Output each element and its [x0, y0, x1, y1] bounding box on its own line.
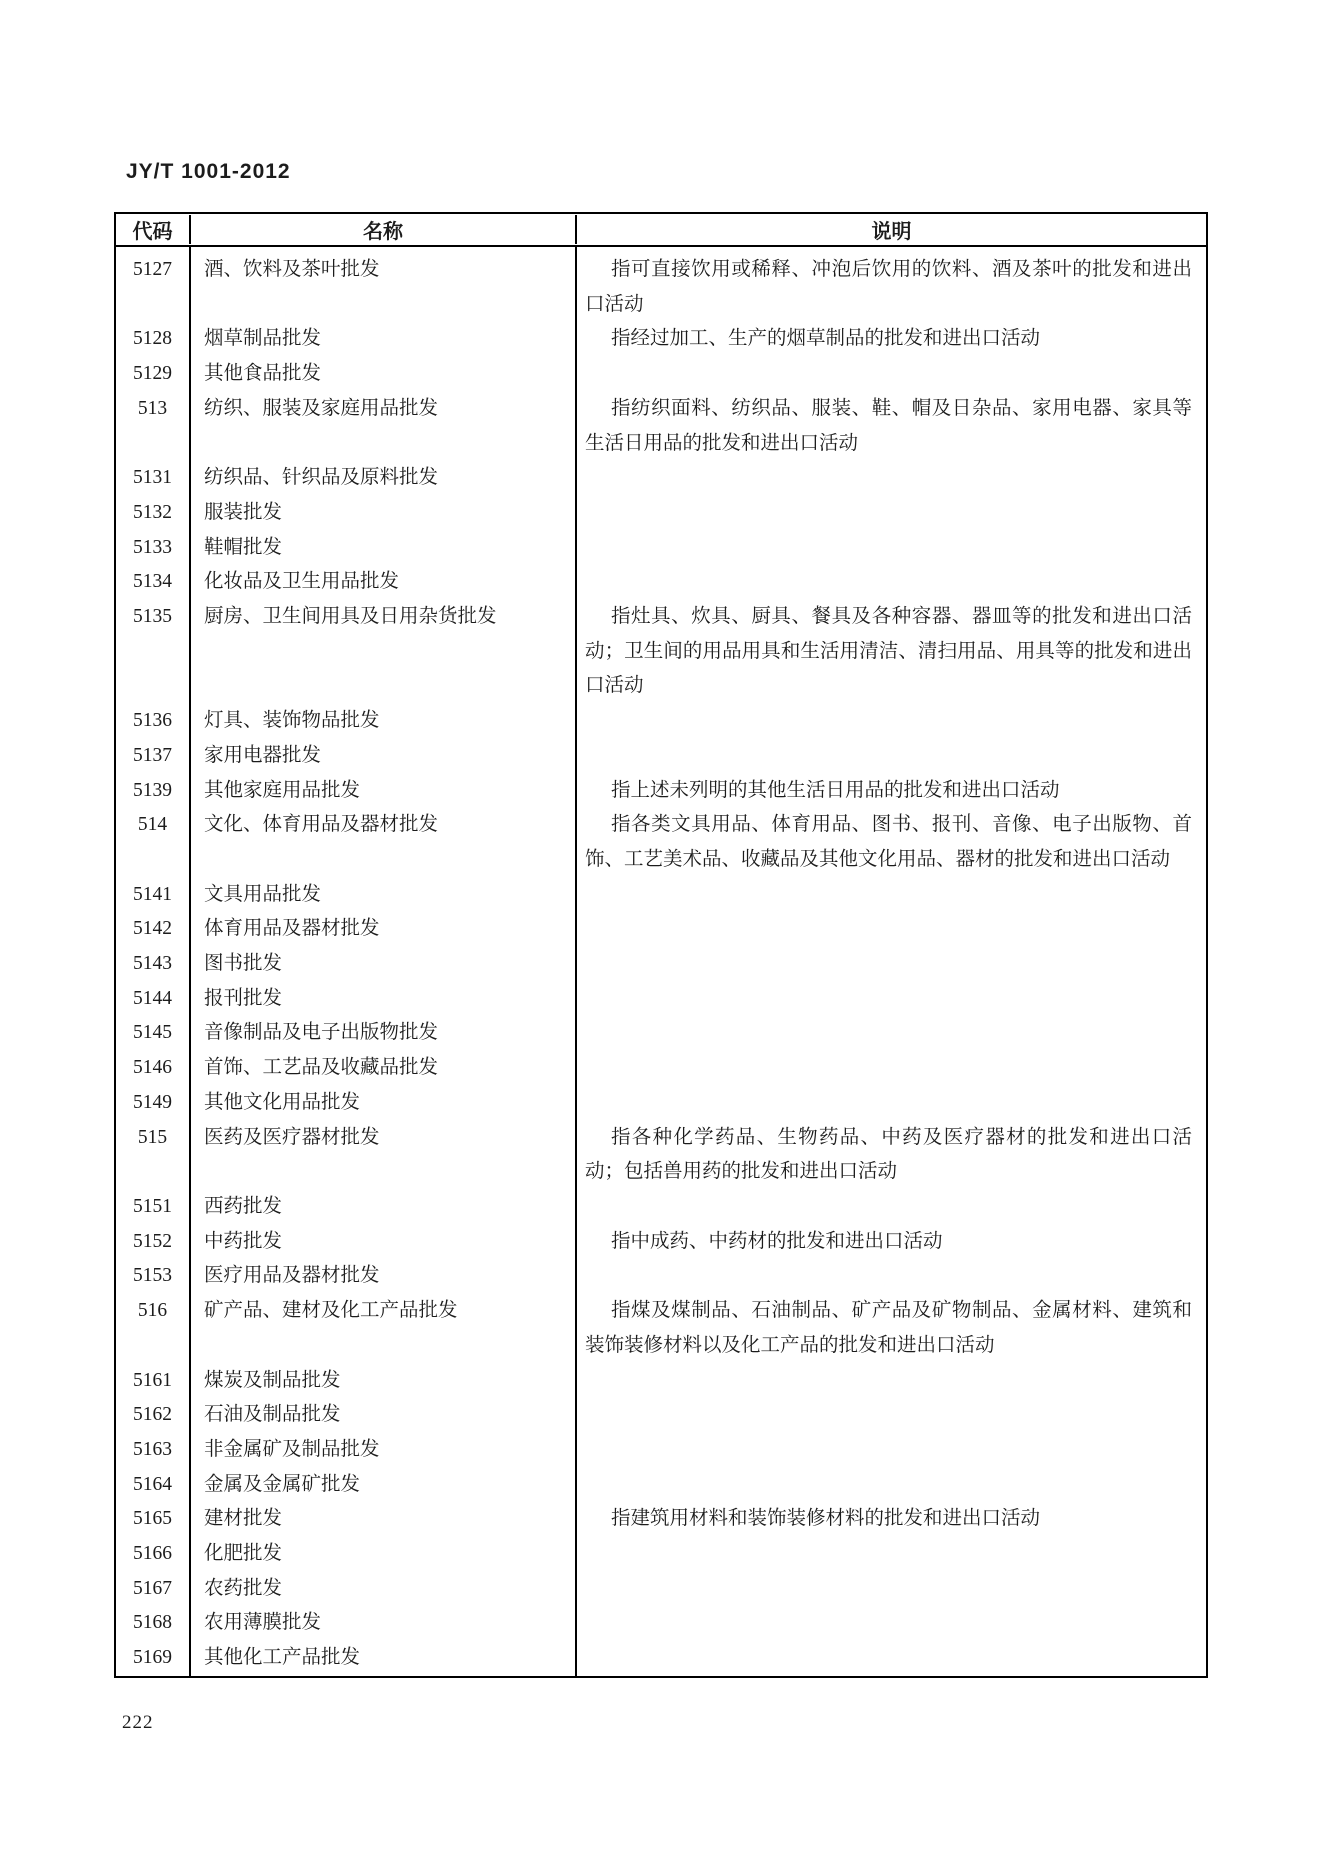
table-row	[116, 1016, 1206, 1051]
code-cell: 5145	[133, 1022, 172, 1044]
description-cell	[575, 1572, 1206, 1607]
code-cell: 5128	[133, 328, 172, 350]
table-row	[116, 1051, 1206, 1086]
code-cell: 5166	[133, 1543, 172, 1565]
name-cell: 体育用品及器材批发	[189, 912, 575, 947]
name-cell: 其他化工产品批发	[189, 1641, 575, 1676]
name-cell: 矿产品、建材及化工产品批发	[189, 1294, 575, 1363]
table-row	[116, 247, 1206, 322]
description-cell	[575, 531, 1206, 566]
description-cell: 指各种化学药品、生物药品、中药及医疗器材的批发和进出口活动；包括兽用药的批发和进出口活动	[575, 1121, 1206, 1190]
name-cell: 酒、饮料及茶叶批发	[189, 247, 575, 322]
name-cell: 农用薄膜批发	[189, 1606, 575, 1641]
code-cell: 515	[137, 1126, 168, 1148]
table-row	[116, 1225, 1206, 1260]
table-row	[116, 357, 1206, 392]
description-cell	[575, 461, 1206, 496]
table-row	[116, 1572, 1206, 1607]
code-cell: 514	[137, 814, 168, 836]
code-cell: 5152	[133, 1230, 172, 1252]
name-cell: 灯具、装饰物品批发	[189, 704, 575, 739]
name-cell: 中药批发	[189, 1225, 575, 1260]
name-cell: 医疗用品及器材批发	[189, 1259, 575, 1294]
header-code: 代码	[132, 221, 173, 243]
table-row	[116, 531, 1206, 566]
code-cell: 5129	[133, 363, 172, 385]
code-cell: 5137	[133, 744, 172, 766]
name-cell: 纺织品、针织品及原料批发	[189, 461, 575, 496]
description-cell	[575, 1606, 1206, 1641]
table-row	[116, 1433, 1206, 1468]
name-cell: 家用电器批发	[189, 739, 575, 774]
code-cell: 5132	[133, 501, 172, 523]
code-cell: 5134	[133, 571, 172, 593]
table-row	[116, 739, 1206, 774]
page-number: 222	[122, 1712, 154, 1733]
description-cell: 指煤及煤制品、石油制品、矿产品及矿物制品、金属材料、建筑和装饰装修材料以及化工产品的批发和进出口活动	[575, 1294, 1206, 1363]
table-row	[116, 1537, 1206, 1572]
code-cell: 5142	[133, 918, 172, 940]
description-cell	[575, 739, 1206, 774]
table-row	[116, 1468, 1206, 1503]
table-row	[116, 322, 1206, 357]
name-cell: 西药批发	[189, 1190, 575, 1225]
name-cell: 其他家庭用品批发	[189, 774, 575, 809]
name-cell: 农药批发	[189, 1572, 575, 1607]
code-cell: 5164	[133, 1473, 172, 1495]
description-cell	[575, 982, 1206, 1017]
description-cell: 指建筑用材料和装饰装修材料的批发和进出口活动	[575, 1502, 1206, 1537]
code-cell: 5165	[133, 1508, 172, 1530]
description-cell	[575, 1051, 1206, 1086]
table-row	[116, 1364, 1206, 1399]
table-row	[116, 878, 1206, 913]
code-cell: 5133	[133, 536, 172, 558]
name-cell: 其他食品批发	[189, 357, 575, 392]
name-cell: 建材批发	[189, 1502, 575, 1537]
code-cell: 5169	[133, 1647, 172, 1669]
table-row	[116, 1294, 1206, 1363]
code-cell: 5143	[133, 953, 172, 975]
name-cell: 图书批发	[189, 947, 575, 982]
name-cell: 金属及金属矿批发	[189, 1468, 575, 1503]
code-cell: 5168	[133, 1612, 172, 1634]
header-description: 说明	[575, 215, 1206, 244]
description-cell: 指各类文具用品、体育用品、图书、报刊、音像、电子出版物、首饰、工艺美术品、收藏品及其他文化用品、器材的批发和进出口活动	[575, 808, 1206, 877]
table-row	[116, 808, 1206, 877]
code-cell: 5149	[133, 1091, 172, 1113]
table-header-row	[116, 214, 1206, 247]
table-row	[116, 704, 1206, 739]
code-cell: 5127	[133, 259, 172, 280]
table-row	[116, 1606, 1206, 1641]
code-cell: 5167	[133, 1577, 172, 1599]
table-row	[116, 774, 1206, 809]
name-cell: 厨房、卫生间用具及日用杂货批发	[189, 600, 575, 704]
name-cell: 首饰、工艺品及收藏品批发	[189, 1051, 575, 1086]
table-row	[116, 496, 1206, 531]
code-cell: 5161	[133, 1369, 172, 1391]
name-cell: 石油及制品批发	[189, 1398, 575, 1433]
code-cell: 5141	[133, 883, 172, 905]
description-cell	[575, 565, 1206, 600]
description-cell	[575, 912, 1206, 947]
name-cell: 医药及医疗器材批发	[189, 1121, 575, 1190]
description-cell	[575, 1190, 1206, 1225]
table-row	[116, 1398, 1206, 1433]
table-row	[116, 1502, 1206, 1537]
table-row	[116, 947, 1206, 982]
name-cell: 烟草制品批发	[189, 322, 575, 357]
name-cell: 煤炭及制品批发	[189, 1364, 575, 1399]
description-cell	[575, 1086, 1206, 1121]
name-cell: 纺织、服装及家庭用品批发	[189, 392, 575, 461]
description-cell	[575, 704, 1206, 739]
classification-table	[114, 212, 1208, 1678]
description-cell: 指可直接饮用或稀释、冲泡后饮用的饮料、酒及茶叶的批发和进出口活动	[575, 247, 1206, 322]
name-cell: 化妆品及卫生用品批发	[189, 565, 575, 600]
name-cell: 报刊批发	[189, 982, 575, 1017]
table-row	[116, 912, 1206, 947]
name-cell: 鞋帽批发	[189, 531, 575, 566]
code-cell: 5135	[133, 606, 172, 628]
description-cell: 指灶具、炊具、厨具、餐具及各种容器、器皿等的批发和进出口活动；卫生间的用品用具和生活用清洁、清扫用品、用具等的批发和进出口活动	[575, 600, 1206, 704]
description-cell	[575, 357, 1206, 392]
description-cell	[575, 496, 1206, 531]
description-cell	[575, 878, 1206, 913]
code-cell: 513	[137, 397, 168, 419]
table-row	[116, 982, 1206, 1017]
name-cell: 其他文化用品批发	[189, 1086, 575, 1121]
table-row	[116, 461, 1206, 496]
code-cell: 5131	[133, 467, 172, 489]
description-cell: 指经过加工、生产的烟草制品的批发和进出口活动	[575, 322, 1206, 357]
table-row	[116, 1641, 1206, 1676]
description-cell	[575, 1468, 1206, 1503]
table-row	[116, 565, 1206, 600]
table-body	[116, 247, 1206, 1676]
description-cell	[575, 1433, 1206, 1468]
code-cell: 5146	[133, 1057, 172, 1079]
table-row	[116, 1259, 1206, 1294]
name-cell: 音像制品及电子出版物批发	[189, 1016, 575, 1051]
name-cell: 服装批发	[189, 496, 575, 531]
description-cell	[575, 1398, 1206, 1433]
description-cell	[575, 1537, 1206, 1572]
name-cell: 文具用品批发	[189, 878, 575, 913]
code-cell: 5162	[133, 1404, 172, 1426]
code-cell: 5139	[133, 779, 172, 801]
code-cell: 5163	[133, 1438, 172, 1460]
description-cell	[575, 1364, 1206, 1399]
header-name: 名称	[189, 215, 575, 244]
code-cell: 5153	[133, 1265, 172, 1287]
description-cell: 指上述未列明的其他生活日用品的批发和进出口活动	[575, 774, 1206, 809]
code-cell: 5144	[133, 987, 172, 1009]
description-cell: 指纺织面料、纺织品、服装、鞋、帽及日杂品、家用电器、家具等生活日用品的批发和进出口活动	[575, 392, 1206, 461]
description-cell	[575, 1259, 1206, 1294]
table-row	[116, 1190, 1206, 1225]
description-cell: 指中成药、中药材的批发和进出口活动	[575, 1225, 1206, 1260]
code-cell: 516	[137, 1300, 168, 1322]
standard-code-title: JY/T 1001-2012	[126, 160, 291, 183]
table-row	[116, 600, 1206, 704]
table-row	[116, 392, 1206, 461]
table-row	[116, 1086, 1206, 1121]
description-cell	[575, 1016, 1206, 1051]
description-cell	[575, 1641, 1206, 1676]
table-row	[116, 1121, 1206, 1190]
name-cell: 化肥批发	[189, 1537, 575, 1572]
code-cell: 5151	[133, 1195, 172, 1217]
name-cell: 文化、体育用品及器材批发	[189, 808, 575, 877]
name-cell: 非金属矿及制品批发	[189, 1433, 575, 1468]
code-cell: 5136	[133, 710, 172, 732]
description-cell	[575, 947, 1206, 982]
